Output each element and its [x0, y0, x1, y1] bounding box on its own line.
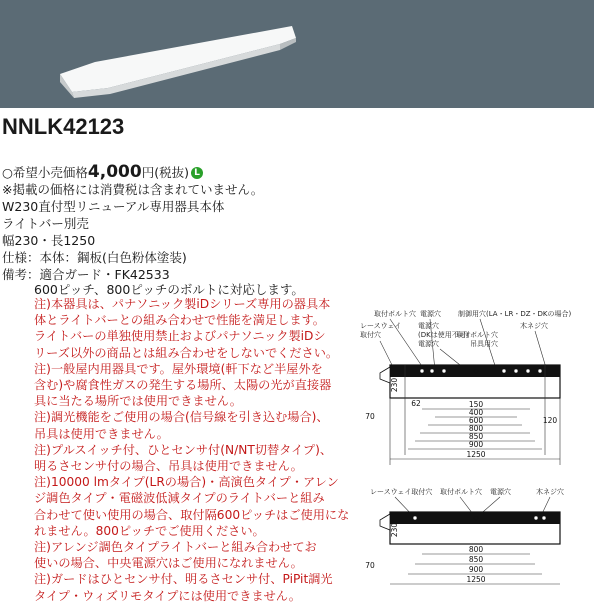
dim-62: 62: [411, 399, 421, 408]
label-hanger-hole: 吊具用穴: [470, 340, 498, 348]
note-line: リーズ以外の商品とは組み合わせをしないでください。: [34, 345, 339, 360]
spec: 仕様：本体：鋼板(白色粉体塗装): [2, 250, 187, 265]
price-line: [2, 162, 203, 182]
luminaire-image: [0, 0, 594, 108]
dim-800-b: 800: [468, 545, 484, 554]
dim-400: 400: [468, 408, 484, 417]
price-value: 4,000: [87, 162, 142, 182]
note-line: 注)調光機能をご使用の場合(信号線を引き込む場合)、: [34, 410, 329, 425]
label-screw-hole-b: 木ネジ穴: [536, 488, 564, 496]
note-line: 注)プルスイッチ付、ひとセンサ付(N/NT切替タイプ)、: [34, 442, 333, 457]
note-line: 注)ガードはひとセンサ付、明るさセンサ付、PiPit調光: [34, 572, 333, 587]
tax-note: ※掲載の価格には消費税は含まれていません。: [2, 182, 264, 197]
product-photo: [0, 0, 594, 108]
dim-150: 150: [468, 400, 484, 409]
label-bolt-hole2: 取付ボルト穴: [456, 331, 498, 339]
label-power-hole3: 電源穴: [418, 340, 439, 348]
label-control-hole: 制御用穴(LA・LR・DZ・DKの場合): [458, 310, 572, 318]
label-screw-hole: 木ネジ穴: [520, 322, 548, 330]
description: W230直付型リニューアル専用器具本体: [2, 199, 225, 214]
dim-850-b: 850: [468, 555, 484, 564]
note-line: 明るさセンサ付の場合、吊具は使用できません。: [34, 459, 303, 474]
note-line: 注)アレンジ調色タイプライトバーと組み合わせてお: [34, 540, 317, 555]
note-line: タイプ・ウィズリモタイプには使用できません。: [34, 588, 301, 603]
dim-70-b: 70: [365, 561, 375, 570]
label-raceway2: 取付穴: [360, 331, 381, 339]
dim-120: 120: [542, 416, 558, 425]
notes-list: [34, 296, 374, 604]
label-dk-use: (DKは使用不可): [418, 331, 469, 339]
note-line: 注)本器具は、パナソニック製iDシリーズ専用の器具本: [34, 297, 331, 311]
label-bolt-hole-b: 取付ボルト穴: [440, 488, 482, 496]
label-bolt-hole: 取付ボルト穴: [374, 310, 416, 318]
note-line: ジ調色タイプ・電磁波低減タイプのライトバーと組み: [34, 491, 325, 506]
price-prefix: ○希望小売価格: [2, 165, 88, 180]
note-line: 体とライトバーとの組み合わせで性能を満足します。: [34, 313, 325, 328]
remarks: 備考：適合ガード・FK42533: [2, 267, 170, 282]
label-raceway-b: レースウェイ取付穴: [370, 488, 433, 496]
label-power-hole2: 電源穴: [418, 322, 439, 330]
lightbar-note: ライトバー別売: [2, 216, 89, 231]
top-view-diagram: [360, 305, 590, 465]
dim-850: 850: [468, 432, 484, 441]
label-power-hole-b: 電源穴: [490, 488, 511, 496]
dim-600: 600: [468, 416, 484, 425]
dim-900: 900: [468, 440, 484, 449]
note-line: ライトバーの単独使用禁止およびパナソニック製iDシ: [34, 329, 326, 344]
note-line: 注)10000 lmタイプ(LRの場合)・高演色タイプ・アレン: [34, 475, 339, 490]
note-line: 使いの場合、中央電源穴はご使用になれません。: [34, 556, 303, 571]
price-suffix: 円(税抜): [141, 165, 189, 180]
note-line: 吊具は使用できません。: [34, 426, 169, 441]
note-line: 注)一般屋内用器具です。屋外環境(軒下など半屋外を: [34, 361, 323, 376]
dim-230-b: 230: [390, 522, 399, 538]
dimensions: 幅230・長1250: [2, 233, 96, 248]
dim-1250-b: 1250: [466, 575, 486, 584]
eco-mark-icon: L: [191, 167, 203, 179]
model-number: NNLK42123: [2, 114, 125, 139]
note-line: 含む)や腐食性ガスの発生する場所、太陽の光が直接器: [34, 378, 332, 393]
bottom-view-diagram: [360, 482, 590, 597]
dim-70: 70: [365, 412, 375, 421]
dim-800: 800: [468, 424, 484, 433]
dim-900-b: 900: [468, 565, 484, 574]
dim-230: 230: [390, 377, 399, 393]
label-power-hole: 電源穴: [420, 310, 441, 318]
note-line: 合わせて使い使用の場合、取付隔600ピッチはご使用にな: [34, 507, 350, 522]
note-line: 具に当たる場所では使用できません。: [34, 394, 242, 409]
dim-1250: 1250: [466, 450, 486, 459]
label-raceway: レースウェイ: [360, 322, 402, 330]
bolt-note: 600ピッチ、800ピッチのボルトに対応します。: [34, 282, 304, 297]
note-line: れません。800ピッチでご使用ください。: [34, 523, 265, 538]
